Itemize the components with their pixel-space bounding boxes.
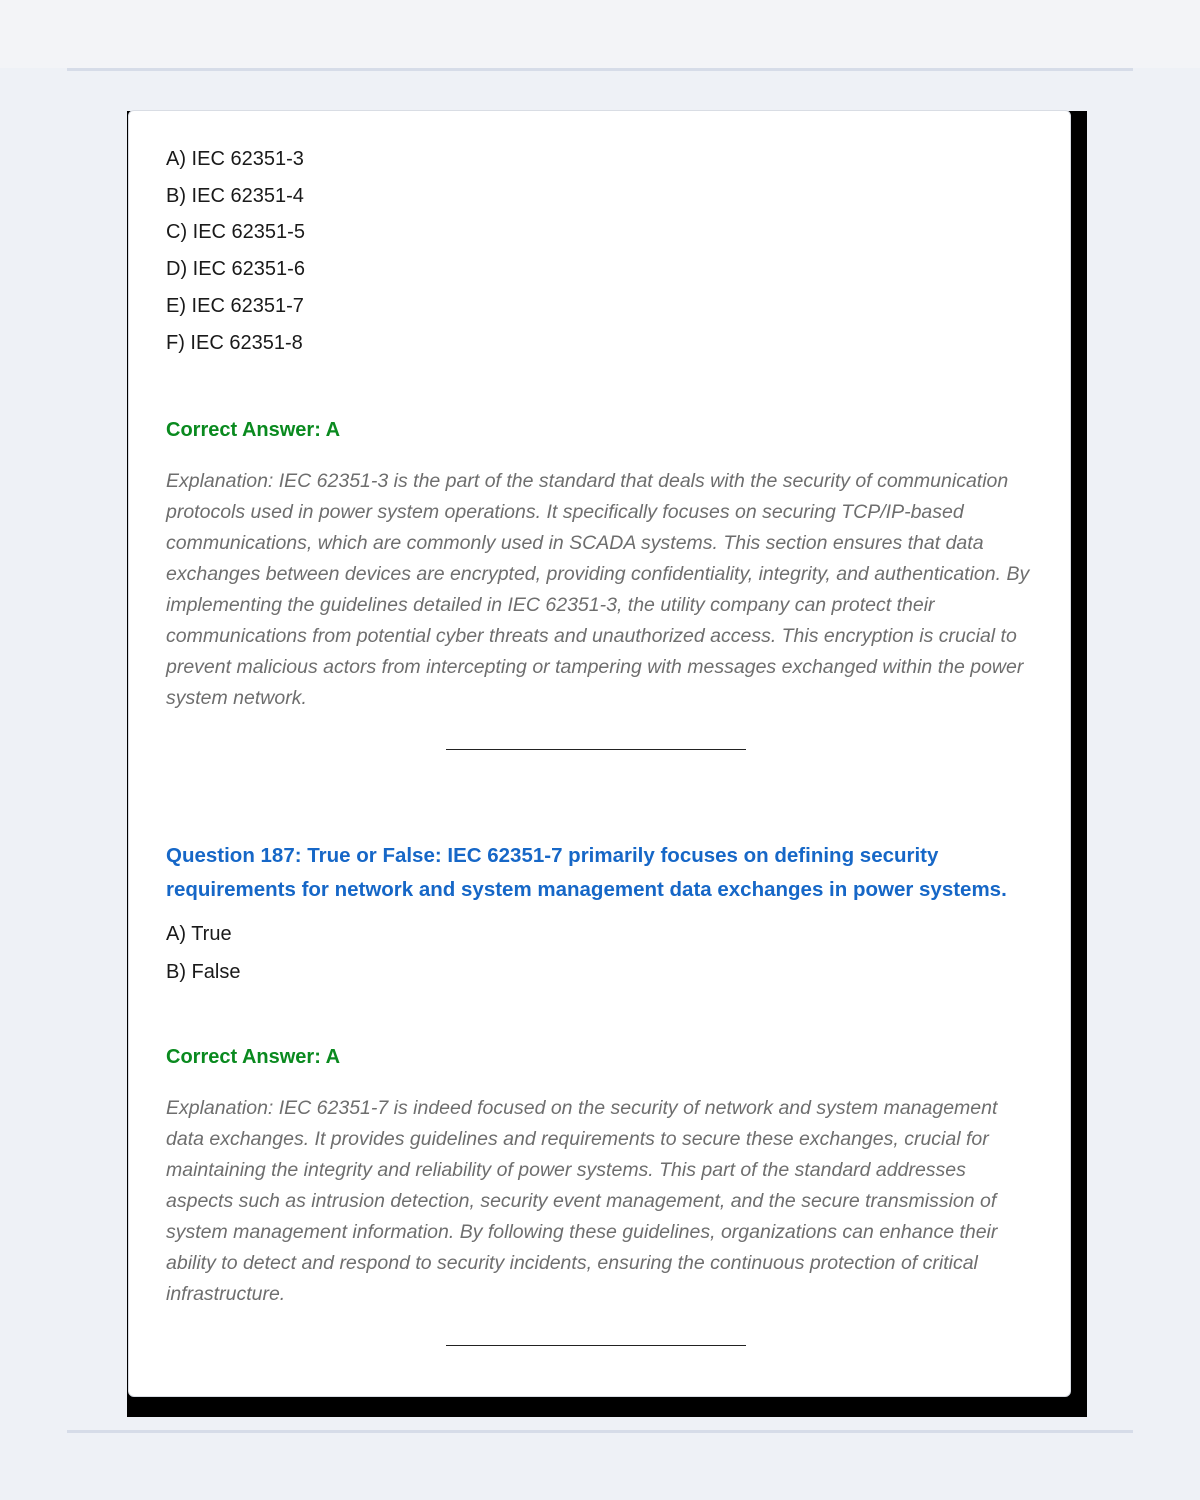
section-divider (446, 1345, 746, 1346)
bottom-rule (67, 1430, 1133, 1433)
option-true: A) True (166, 923, 232, 945)
explanation-text: Explanation: IEC 62351-7 is indeed focused on the security of network and system management data exchanges. It provides guidelines and requirements to secure these exchanges, crucial for maintaining the integrity and reliability of power systems. This part of the standard addresses aspects such as intrusion detection, security event management, and the secure transmission of system management information. By following these guidelines, organizations can enhance their ability to detect and respond to security incidents, ensuring the continuous protection of critical infrastructure. (166, 1097, 998, 1305)
option-c: C) IEC 62351-5 (166, 221, 305, 243)
top-band (0, 0, 1200, 68)
option-b: B) IEC 62351-4 (166, 185, 304, 207)
option-d: D) IEC 62351-6 (166, 258, 305, 280)
option-f: F) IEC 62351-8 (166, 332, 303, 354)
document-page (128, 110, 1071, 1397)
correct-answer: Correct Answer: A (166, 419, 341, 441)
question-title: Question 187: True or False: IEC 62351-7 primarily focuses on defining security requirements for network and system management data exchanges in power systems. (166, 844, 1007, 901)
top-rule (67, 68, 1133, 71)
explanation-text: Explanation: IEC 62351-3 is the part of the standard that deals with the security of communication protocols used in power system operations. It specifically focuses on securing TCP/IP-based communications, which are commonly used in SCADA systems. This section ensures that data exchanges between devices are encrypted, providing confidentiality, integrity, and authentication. By implementing the guidelines detailed in IEC 62351-3, the utility company can protect their communications from potential cyber threats and unauthorized access. This encryption is crucial to prevent malicious actors from intercepting or tampering with messages exchanged within the power system network. (166, 470, 1030, 709)
correct-answer: Correct Answer: A (166, 1046, 341, 1068)
option-a: A) IEC 62351-3 (166, 148, 304, 170)
option-e: E) IEC 62351-7 (166, 295, 304, 317)
section-divider (446, 749, 746, 750)
option-false: B) False (166, 961, 241, 983)
